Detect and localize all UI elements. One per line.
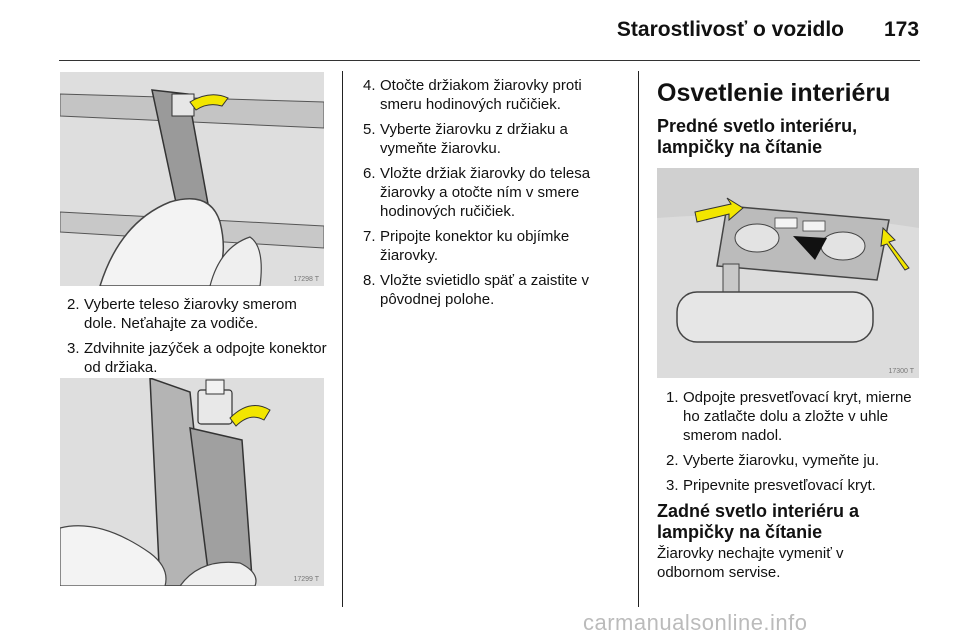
figure-front-light [657,168,919,378]
figure-connector [60,378,324,586]
header-rule [59,60,920,61]
figure-number: 17298 T [293,276,319,283]
list-item: 2. Vyberte žiarovku, vymeňte ju. [666,452,880,469]
figure-number: 17300 T [888,368,914,375]
list-item: 5. Vyberte žiarovku z držiaku a vymeňte žiarovku. [363,121,568,157]
figure-number: 17299 T [293,576,319,583]
section-heading: Osvetlenie interiéru [657,79,891,107]
rear-light-note: Žiarovky nechajte vymeniť v odbornom servise. [657,545,844,581]
steps-list-col3 [666,388,918,501]
running-header-title: Starostlivosť o vozidlo [616,18,844,41]
list-item: 3. Pripevnite presvetľovací kryt. [666,477,876,494]
list-item: 1. Odpojte presvetľovací kryt, mierne ho zatlačte dolu a zložte v uhle smerom nadol. [666,389,912,444]
page-number: 173 [884,18,920,41]
subsection-heading-front: Predné svetlo interiéru, lampičky na čítanie [657,116,858,157]
steps-list-col1 [67,295,329,383]
front-light-illustration [657,168,919,378]
connector-illustration [60,378,324,586]
list-item: 2. Vyberte teleso žiarovky smerom dole. Neťahajte za vodiče. [67,296,297,332]
subsection-heading-rear: Zadné svetlo interiéru a lampičky na čítanie [657,501,860,542]
list-item: 8. Vložte svietidlo späť a zaistite v pôvodnej polohe. [363,272,590,308]
watermark: carmanualsonline.info [583,610,808,635]
list-item: 3. Zdvihnite jazýček a odpojte konektor od držiaka. [67,340,327,376]
column-divider-right [638,71,639,607]
steps-list-col2 [363,76,625,315]
list-item: 4. Otočte držiakom žiarovky proti smeru hodinových ručičiek. [363,77,582,113]
lamp-housing-illustration [60,72,324,286]
list-item: 7. Pripojte konektor ku objímke žiarovky. [363,228,570,264]
column-divider-left [342,71,343,607]
list-item: 6. Vložte držiak žiarovky do telesa žiarovky a otočte ním v smere hodinových ručičiek. [363,165,591,220]
figure-lamp-housing [60,72,324,286]
